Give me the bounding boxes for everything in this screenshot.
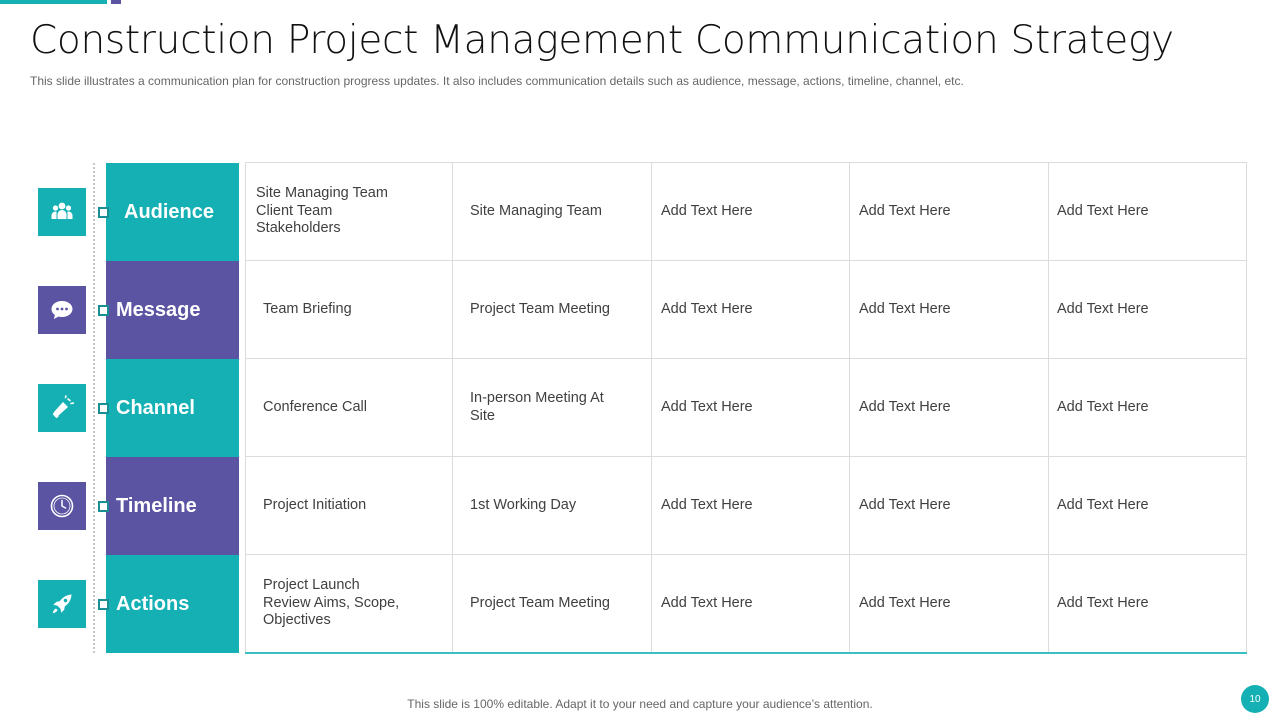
cell-text: 1st Working Day bbox=[470, 496, 577, 513]
cell-text: Add Text Here bbox=[661, 398, 753, 415]
cell-text: Add Text Here bbox=[1057, 496, 1149, 513]
table-row bbox=[0, 457, 1280, 555]
row-label-text: Message bbox=[116, 298, 201, 321]
timeline-marker bbox=[98, 501, 109, 512]
table-cell bbox=[453, 359, 652, 457]
table-cell bbox=[1049, 163, 1247, 261]
rocket-icon bbox=[38, 580, 86, 628]
cell-text: Project Team Meeting bbox=[470, 300, 610, 317]
timeline-marker bbox=[98, 403, 109, 414]
table-cell bbox=[1049, 555, 1247, 653]
cell-text: Add Text Here bbox=[1057, 594, 1149, 611]
row-label-message bbox=[106, 261, 239, 359]
table-cell bbox=[850, 555, 1049, 653]
cell-text: In-person Meeting At Site bbox=[470, 390, 604, 424]
timeline-marker bbox=[98, 305, 109, 316]
megaphone-icon bbox=[38, 384, 86, 432]
table-cell bbox=[1049, 261, 1247, 359]
row-label-text: Actions bbox=[116, 592, 190, 615]
table-cell bbox=[850, 359, 1049, 457]
table-cell bbox=[246, 359, 453, 457]
cell-text: Add Text Here bbox=[661, 594, 753, 611]
cell-text: Add Text Here bbox=[859, 594, 951, 611]
cell-text: Add Text Here bbox=[661, 300, 753, 317]
row-label-actions bbox=[106, 555, 239, 653]
top-accent-bar-purple bbox=[111, 0, 121, 4]
table-cell bbox=[453, 261, 652, 359]
row-label-timeline bbox=[106, 457, 239, 555]
table-row bbox=[0, 555, 1280, 653]
table-cell bbox=[652, 457, 850, 555]
table-row bbox=[0, 261, 1280, 359]
table-cell bbox=[246, 555, 453, 653]
table-row bbox=[0, 359, 1280, 457]
cell-text: Add Text Here bbox=[859, 496, 951, 513]
row-label-text: Timeline bbox=[116, 494, 197, 517]
table-cell bbox=[1049, 359, 1247, 457]
cell-text: Add Text Here bbox=[859, 202, 951, 219]
cell-text: Project Initiation bbox=[263, 496, 367, 513]
cell-text: Add Text Here bbox=[859, 398, 951, 415]
row-label-text: Audience bbox=[124, 200, 215, 223]
timeline-marker bbox=[98, 207, 109, 218]
cell-text: Add Text Here bbox=[1057, 300, 1149, 317]
row-label-channel bbox=[106, 359, 239, 457]
table-bottom-border bbox=[245, 652, 1247, 654]
table-cell bbox=[453, 457, 652, 555]
cell-text: Add Text Here bbox=[1057, 398, 1149, 415]
table-cell bbox=[246, 163, 453, 261]
chat-bubble-icon bbox=[38, 286, 86, 334]
table-cell bbox=[652, 163, 850, 261]
cell-text: Add Text Here bbox=[661, 496, 753, 513]
table-cell bbox=[850, 457, 1049, 555]
cell-text: Add Text Here bbox=[859, 300, 951, 317]
cell-text: Team Briefing bbox=[263, 300, 352, 317]
table-row bbox=[0, 163, 1280, 261]
table-cell bbox=[850, 163, 1049, 261]
people-group-icon bbox=[38, 188, 86, 236]
cell-text: Site Managing Team Client Team Stakeholders bbox=[256, 185, 388, 237]
table-cell bbox=[652, 261, 850, 359]
table-cell bbox=[246, 457, 453, 555]
page-number-badge: 10 bbox=[1241, 685, 1269, 713]
table-cell bbox=[246, 261, 453, 359]
table-cell bbox=[652, 555, 850, 653]
table-cell bbox=[453, 555, 652, 653]
top-accent-bar-teal bbox=[0, 0, 107, 4]
table-cell bbox=[453, 163, 652, 261]
cell-text: Add Text Here bbox=[661, 202, 753, 219]
table-cell bbox=[1049, 457, 1247, 555]
clock-icon bbox=[38, 482, 86, 530]
slide-subtitle: This slide illustrates a communication plan for construction progress updates. It also includes communication details such as audience, message, actions, timeline, channel, etc. bbox=[30, 74, 964, 88]
slide-title: Construction Project Management Communication Strategy bbox=[30, 18, 1174, 63]
cell-text: Conference Call bbox=[263, 398, 367, 415]
table-cell bbox=[850, 261, 1049, 359]
cell-text: Project Team Meeting bbox=[470, 594, 610, 611]
cell-text: Site Managing Team bbox=[470, 202, 602, 219]
table-cell bbox=[652, 359, 850, 457]
timeline-marker bbox=[98, 599, 109, 610]
row-label-text: Channel bbox=[116, 396, 195, 419]
row-label-audience bbox=[106, 163, 239, 261]
cell-text: Project Launch Review Aims, Scope, Objectives bbox=[263, 577, 400, 629]
cell-text: Add Text Here bbox=[1057, 202, 1149, 219]
footer-note: This slide is 100% editable. Adapt it to your need and capture your audience’s attention. bbox=[407, 697, 873, 711]
